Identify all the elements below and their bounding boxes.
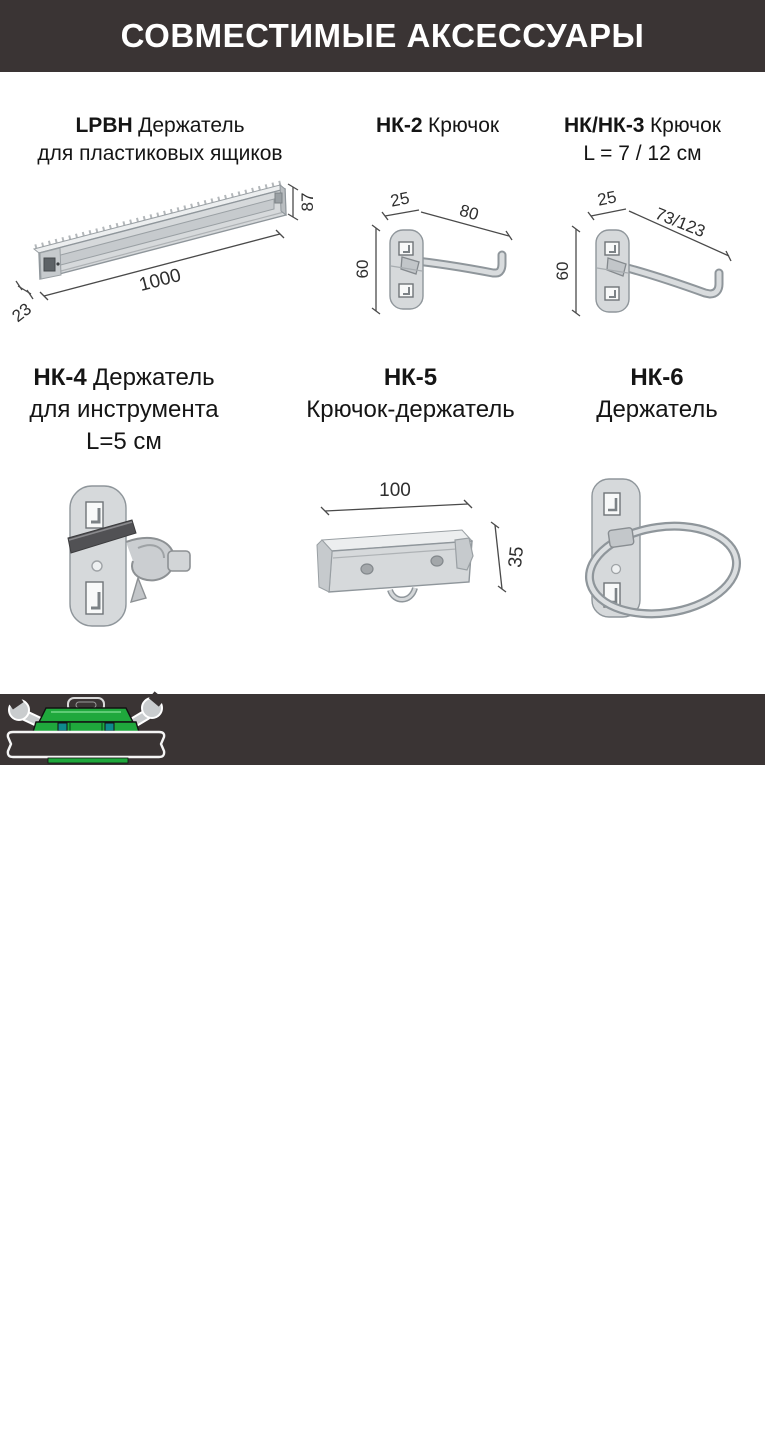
dimension-length xyxy=(321,480,472,515)
diamond-icon: ◆ xyxy=(136,1435,143,1442)
title-line xyxy=(10,362,238,394)
page-title: СОВМЕСТИМЫЕ АКСЕССУАРЫ xyxy=(120,17,645,54)
product-title-hk2 xyxy=(340,112,535,140)
holder-body xyxy=(584,479,743,623)
title-line: L = 7 / 12 см xyxy=(583,142,702,165)
product-name: Держатель xyxy=(138,114,245,137)
lpbh-rail-drawing xyxy=(8,180,320,330)
logo-underline xyxy=(48,758,128,763)
product-model: НК-5 xyxy=(383,364,438,391)
product-model: НК/НК-3 xyxy=(564,114,645,137)
hk5-holder-drawing xyxy=(295,478,530,618)
product-title-hk3 xyxy=(535,112,750,168)
svg-text:80: 80 xyxy=(457,200,481,225)
title-line xyxy=(288,362,533,394)
dimension-length xyxy=(421,201,512,240)
title-line: для пластиковых ящиков xyxy=(37,142,283,165)
diamond-icon: ◆ xyxy=(29,1435,36,1442)
footer-bar xyxy=(0,694,765,1448)
svg-text:60: 60 xyxy=(553,261,572,281)
hook-body xyxy=(390,230,502,309)
product-name: Держатель xyxy=(92,364,215,391)
product-title-hk5 xyxy=(288,362,533,426)
holder-body xyxy=(68,486,190,626)
svg-text:25: 25 xyxy=(595,187,619,210)
dimension-top xyxy=(382,188,419,220)
title-line xyxy=(340,112,535,140)
product-model: LPBH xyxy=(75,114,133,137)
dimension-top xyxy=(588,187,626,220)
dimension-length xyxy=(629,204,731,261)
product-title-hk4 xyxy=(10,362,238,458)
brand-right: КС xyxy=(110,1430,133,1447)
brand-left: МЕТБ xyxy=(39,1430,87,1447)
holder-body xyxy=(317,530,473,600)
title-line xyxy=(0,112,320,140)
hk6-holder-image xyxy=(575,465,750,640)
hook-body xyxy=(596,230,719,312)
gear-icon: ⚙ xyxy=(90,1429,107,1448)
hk4-holder-image xyxy=(48,478,198,636)
hk2-hook-drawing xyxy=(345,172,535,322)
brand-name xyxy=(8,1426,164,1451)
dimension-depth xyxy=(8,281,35,326)
header-bar xyxy=(0,0,765,72)
hk3-hook-drawing xyxy=(550,172,755,322)
dimension-height xyxy=(288,184,317,220)
svg-text:60: 60 xyxy=(353,259,372,279)
product-name: Крючок xyxy=(428,114,500,137)
svg-text:1000: 1000 xyxy=(137,265,184,296)
dimension-side xyxy=(491,522,528,592)
title-line: для инструмента xyxy=(29,396,219,423)
product-model: НК-6 xyxy=(630,364,684,391)
svg-text:25: 25 xyxy=(388,188,412,211)
product-title-hk6 xyxy=(543,362,771,426)
svg-text:73/123: 73/123 xyxy=(652,203,708,242)
product-name: Крючок xyxy=(649,114,721,137)
dimension-side xyxy=(553,226,580,316)
svg-text:35: 35 xyxy=(504,545,529,569)
title-line: L=5 см xyxy=(86,428,162,455)
logo-plaque xyxy=(8,732,164,757)
title-line xyxy=(535,112,750,140)
product-model: НК-2 xyxy=(375,114,423,137)
title-line: Крючок-держатель xyxy=(306,396,515,423)
title-line xyxy=(543,362,771,394)
svg-text:87: 87 xyxy=(298,192,317,212)
dimension-side xyxy=(353,225,380,314)
title-line: Держатель xyxy=(596,396,718,423)
svg-text:100: 100 xyxy=(379,480,411,501)
svg-text:23: 23 xyxy=(8,299,35,326)
metbox-logo xyxy=(6,697,166,763)
product-model: НК-4 xyxy=(33,364,87,391)
toolbox-icon xyxy=(33,698,139,732)
rail-body xyxy=(34,183,286,279)
product-title-lpbh xyxy=(0,112,320,168)
